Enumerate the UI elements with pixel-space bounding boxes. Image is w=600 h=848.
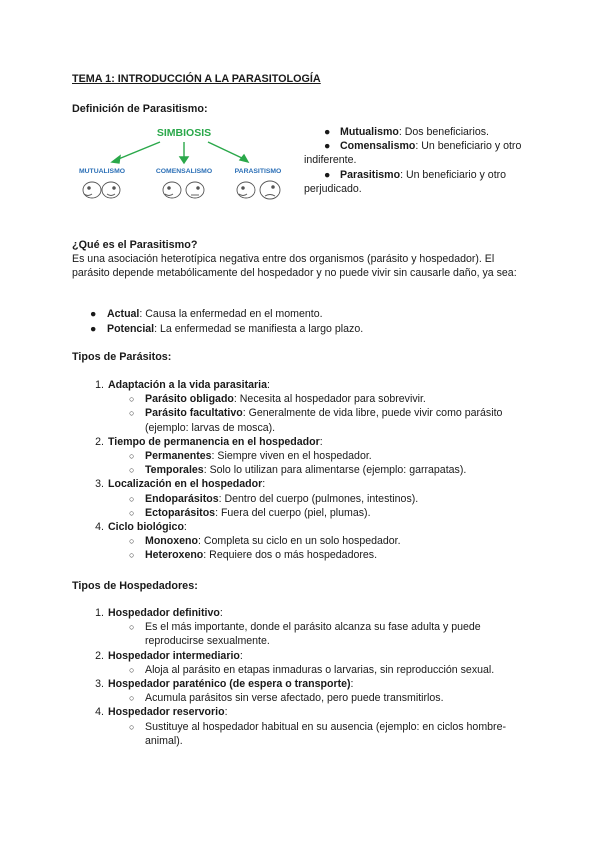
item-term: Potencial: [107, 323, 155, 336]
diagram-root-label: SIMBIOSIS: [156, 127, 212, 139]
circle-bullet-icon: ○: [129, 394, 135, 405]
item-number: 1.: [95, 379, 104, 391]
sublist-item: [129, 492, 528, 506]
item-label: Ciclo biológico: [108, 521, 184, 534]
que-es-paragraph: Es una asociación heterotípica negativa entre dos organismos (parásito y hospedador). El parásito depende metabólicamente del hospedador y no puede vivir sin causarle daño, ya sea:: [72, 253, 517, 280]
fish-pair-parasitismo-icon: [237, 181, 280, 199]
definiciones-list: [304, 125, 524, 196]
sublist: [129, 534, 528, 562]
fish-pair-mutualismo-icon: [83, 182, 120, 198]
tipos-parasitos-heading: Tipos de Parásitos:: [72, 351, 172, 363]
sublist-item: [129, 720, 528, 748]
arrow-left: [116, 142, 160, 160]
list-item: 1. Adaptación a la vida parasitaria: ○ Parásito obligado: Necesita al hospedador para sobrevivir. ○ Parásito facultativo: Generalmente de vida libre, puede vivir como parásito (ejemplo: larvas de mosca).: [108, 378, 528, 435]
arrowhead-right: [240, 155, 248, 162]
sublist-item: [129, 548, 528, 562]
item-label: Hospedador intermediario: [108, 649, 240, 662]
list-item: 4. Ciclo biológico: ○ Monoxeno: Completa su ciclo en un solo hospedador. ○ Heteroxeno: Requiere dos o más hospedadores.: [108, 520, 528, 563]
circle-bullet-icon: ○: [129, 408, 135, 419]
que-es-list: [90, 307, 527, 336]
item-label: Localización en el hospedador: [108, 478, 263, 491]
circle-bullet-icon: ○: [129, 550, 135, 561]
def-term: Mutualismo: [340, 126, 399, 138]
symbiosis-diagram: [78, 122, 290, 208]
list-item: [90, 307, 527, 321]
item-label: Tiempo de permanencia en el hospedador: [108, 435, 320, 448]
item-number: 4.: [95, 706, 104, 719]
circle-bullet-icon: ○: [129, 465, 135, 476]
tipos-parasitos-list: [95, 378, 528, 563]
sublist-item: [129, 392, 528, 406]
list-item: 4. Hospedador reservorio: ○ Sustituye al hospedador habitual en su ausencia (ejemplo: en ciclos hombre-animal).: [108, 705, 528, 748]
item-text: : La enfermedad se manifiesta a largo plazo.: [154, 323, 364, 336]
sublist-item: [129, 620, 528, 648]
circle-bullet-icon: ○: [129, 507, 135, 518]
bullet-icon: ●: [324, 126, 331, 138]
item-text: : Solo lo utilizan para alimentarse (ejemplo: garrapatas).: [203, 464, 467, 477]
definicion-heading: Definición de Parasitismo:: [72, 103, 208, 115]
bullet-icon: ●: [324, 168, 331, 181]
sublist-item: [129, 534, 528, 548]
item-text: : Completa su ciclo en un solo hospedador.: [197, 535, 401, 548]
sublist: [129, 492, 528, 520]
circle-bullet-icon: ○: [129, 664, 135, 675]
def-term: Parasitismo: [340, 168, 401, 181]
bullet-icon: ●: [90, 323, 97, 336]
arrow-right: [208, 142, 244, 159]
item-text: : Requiere dos o más hospedadores.: [203, 549, 378, 562]
item-text: : Fuera del cuerpo (piel, plumas).: [215, 506, 371, 519]
symbiosis-diagram-svg: [78, 122, 290, 208]
que-es-heading: ¿Qué es el Parasitismo?: [72, 239, 198, 251]
item-text: Es el más importante, donde el parásito alcanza su fase adulta y puede reproducirse sexualmente.: [145, 621, 481, 648]
item-term: Actual: [107, 308, 140, 320]
def-text: : Un beneficiario y otro indiferente.: [304, 140, 522, 167]
item-term: Endoparásitos: [145, 492, 219, 505]
list-item: 1. Hospedador definitivo: ○ Es el más importante, donde el parásito alcanza su fase adulta y puede reproducirse sexualmente.: [108, 606, 528, 649]
list-item: [90, 322, 527, 336]
item-text: Acumula parásitos sin verse afectado, pero puede transmitirlos.: [145, 692, 444, 705]
item-label: Hospedador definitivo: [108, 607, 220, 619]
def-comensalismo: [304, 139, 524, 167]
list-item: 3. Hospedador paraténico (de espera o transporte): ○ Acumula parásitos sin verse afectado, pero puede transmitirlos.: [108, 677, 528, 705]
sublist-item: [129, 463, 528, 477]
circle-bullet-icon: ○: [129, 693, 135, 704]
sublist: [129, 720, 528, 748]
circle-bullet-icon: ○: [129, 451, 135, 462]
item-text: Sustituye al hospedador habitual en su ausencia (ejemplo: en ciclos hombre-animal).: [145, 720, 506, 747]
def-parasitismo: [304, 168, 524, 196]
item-text: Aloja al parásito en etapas inmaduras o larvarias, sin reproducción sexual.: [145, 663, 495, 676]
arrowhead-center: [180, 157, 188, 163]
def-term: Comensalismo: [340, 140, 416, 153]
circle-bullet-icon: ○: [129, 536, 135, 547]
item-number: 4.: [95, 521, 104, 534]
list-item: 2. Hospedador intermediario: ○ Aloja al parásito en etapas inmaduras o larvarias, sin reproducción sexual.: [108, 649, 528, 677]
sublist-item: [129, 663, 528, 677]
diagram-child-parasitismo: PARASITISMO: [234, 168, 282, 175]
item-term: Parásito obligado: [145, 393, 234, 406]
item-term: Permanentes: [145, 450, 212, 463]
item-number: 2.: [95, 435, 104, 448]
sublist-item: [129, 691, 528, 705]
item-term: Monoxeno: [145, 535, 198, 548]
item-text: : Generalmente de vida libre, puede vivir como parásito (ejemplo: larvas de mosca).: [145, 407, 503, 434]
sublist: [129, 691, 528, 705]
sublist: [129, 620, 528, 648]
circle-bullet-icon: ○: [129, 721, 135, 732]
sublist: [129, 392, 528, 435]
arrowhead-left: [112, 156, 120, 163]
def-text: : Dos beneficiarios.: [398, 126, 489, 138]
tipos-hospedadores-list: [95, 606, 528, 748]
sublist-item: [129, 406, 528, 434]
bullet-icon: ●: [324, 140, 331, 153]
fish-illustrations: [83, 181, 280, 199]
diagram-child-mutualismo: MUTUALISMO: [78, 168, 126, 175]
sublist-item: [129, 449, 528, 463]
tipos-hospedadores-heading: Tipos de Hospedadores:: [72, 580, 198, 592]
sublist-item: [129, 506, 528, 520]
item-term: Heteroxeno: [145, 549, 204, 562]
diagram-child-comensalismo: COMENSALISMO: [155, 168, 213, 175]
item-text: : Siempre viven en el hospedador.: [211, 450, 372, 463]
item-label: Hospedador paraténico (de espera o transporte): [108, 678, 351, 691]
circle-bullet-icon: ○: [129, 622, 135, 633]
item-text: : Causa la enfermedad en el momento.: [139, 308, 323, 320]
circle-bullet-icon: ○: [129, 493, 135, 504]
page-title: TEMA 1: INTRODUCCIÓN A LA PARASITOLOGÍA: [72, 73, 321, 85]
item-term: Ectoparásitos: [145, 506, 216, 519]
item-term: Temporales: [145, 464, 204, 477]
item-label: Adaptación a la vida parasitaria: [108, 379, 267, 391]
def-text: : Un beneficiario y otro perjudicado.: [304, 168, 507, 195]
item-number: 1.: [95, 607, 104, 619]
sublist: [129, 663, 528, 677]
item-text: : Dentro del cuerpo (pulmones, intestinos).: [218, 492, 419, 505]
bullet-icon: ●: [90, 308, 97, 320]
item-text: : Necesita al hospedador para sobrevivir.: [233, 393, 426, 406]
item-number: 2.: [95, 649, 104, 662]
list-item: 3. Localización en el hospedador: ○ Endoparásitos: Dentro del cuerpo (pulmones, intestinos). ○ Ectoparásitos: Fuera del cuerpo (piel, plumas).: [108, 477, 528, 520]
diagram-arrows: [112, 142, 248, 163]
item-number: 3.: [95, 678, 104, 691]
list-item: 2. Tiempo de permanencia en el hospedador: ○ Permanentes: Siempre viven en el hospedador. ○ Temporales: Solo lo utilizan para alimentarse (ejemplo: garrapatas).: [108, 435, 528, 478]
item-number: 3.: [95, 478, 104, 491]
item-label: Hospedador reservorio: [108, 706, 225, 719]
def-mutualismo: [304, 125, 524, 139]
fish-pair-comensalismo-icon: [163, 182, 204, 198]
item-term: Parásito facultativo: [145, 407, 243, 420]
sublist: [129, 449, 528, 477]
